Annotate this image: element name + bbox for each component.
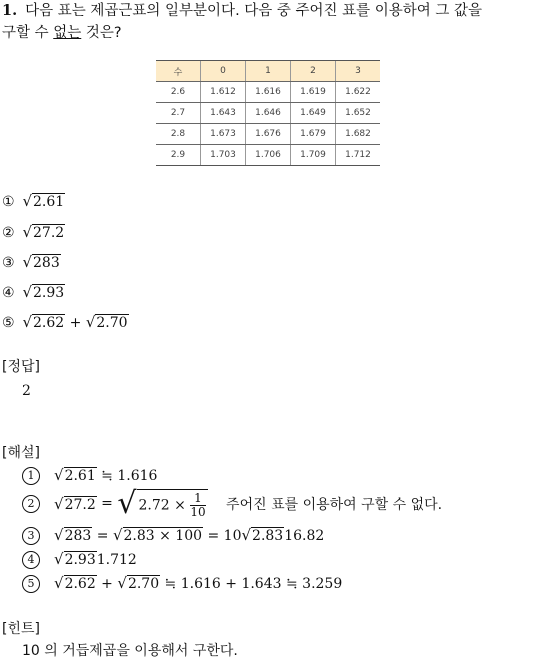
step-number: 1 (22, 467, 40, 485)
table-cell: 1.643 (201, 103, 246, 124)
sqrt-expression: √2.62 (54, 574, 96, 592)
sqrt-expression: √2.93 (54, 550, 96, 568)
table-cell: 2.9 (156, 145, 201, 166)
sqrt-expression: √2.70 (85, 313, 128, 331)
table-header: 0 (201, 61, 246, 82)
sqrt-fraction-expression: √ 2.72 × $\frac{1}{10}$ (117, 486, 206, 521)
step-number: 5 (22, 575, 40, 593)
sqrt-expression: √27.2 (54, 494, 96, 513)
table-row (156, 82, 380, 103)
table-cell: 1.619 (291, 82, 336, 103)
hint-label: [힌트] (2, 621, 40, 637)
plus-sign: + (96, 576, 118, 592)
sqrt-expression: √283 (22, 253, 60, 271)
option-marker: ② (2, 225, 15, 241)
fraction-denominator: 10 (190, 504, 206, 519)
question-text-2a: 구할 수 (2, 25, 54, 41)
hint-text: 10 의 거듭제곱을 이용해서 구한다. (22, 643, 238, 659)
radicand: 2.83 × 100 (123, 528, 203, 544)
table-cell: 2.7 (156, 103, 201, 124)
solution-step-3 (22, 526, 324, 545)
solution-step-1 (22, 466, 157, 485)
table-cell: 1.646 (246, 103, 291, 124)
sqrt-expression: √2.61 (22, 192, 65, 210)
sqrt-expression: √2.62 (22, 313, 65, 331)
step-note: 주어진 표를 이용하여 구할 수 없다. (226, 496, 443, 513)
fraction (190, 492, 205, 519)
radicand: 2.93 (64, 552, 96, 568)
radicand: 2.70 (127, 576, 160, 592)
equals-sign: = (96, 495, 118, 512)
table-cell: 1.649 (291, 103, 336, 124)
radicand: 2.93 (33, 285, 65, 301)
table-header: 3 (336, 61, 381, 82)
equals-sign: = (92, 528, 113, 544)
option-marker: ① (2, 194, 15, 210)
radicand: 2.61 (33, 194, 65, 210)
step-number: 4 (22, 551, 40, 569)
question-line-1 (2, 0, 482, 22)
sqrt-expression: √283 (54, 526, 92, 544)
question-text-2b: 것은? (81, 25, 122, 41)
table-header-row (156, 61, 380, 82)
option-marker: ⑤ (2, 315, 15, 331)
table-cell: 1.706 (246, 145, 291, 166)
radicand: 27.2 (64, 496, 96, 513)
table-row (156, 145, 380, 166)
table-cell: 2.6 (156, 82, 201, 103)
radicand-product: 2.72 × (138, 497, 191, 513)
table-cell: 1.679 (291, 124, 336, 145)
radicand: 2.70 (96, 315, 128, 331)
radicand: 2.61 (64, 468, 96, 484)
radicand: 2.62 (33, 315, 65, 331)
sqrt-expression: √2.61 (54, 466, 96, 484)
step-number: 3 (22, 527, 40, 545)
option-2[interactable] (2, 223, 65, 241)
sqrt-expression: √2.83 × 100 (112, 526, 203, 544)
table-cell: 2.8 (156, 124, 201, 145)
table-header: 수 (156, 61, 201, 82)
answer-value: 2 (22, 383, 31, 399)
option-3[interactable] (2, 253, 61, 271)
table-cell: 1.616 (246, 82, 291, 103)
table-cell: 1.709 (291, 145, 336, 166)
option-marker: ③ (2, 255, 15, 271)
solution-label: [해설] (2, 445, 40, 461)
table-cell: 1.622 (336, 82, 381, 103)
step-result: 1.712 (96, 552, 137, 568)
radicand: 27.2 (33, 225, 65, 241)
question-line-2 (2, 22, 122, 44)
radicand: 2.62 (64, 576, 96, 592)
sqrt-expression: √2.70 (117, 574, 160, 592)
table-cell: 1.673 (201, 124, 246, 145)
radicand: 283 (33, 255, 60, 271)
radicand: 283 (64, 528, 92, 544)
table-cell: 1.676 (246, 124, 291, 145)
table-cell: 1.612 (201, 82, 246, 103)
sqrt-expression: √27.2 (22, 223, 65, 241)
option-5[interactable] (2, 313, 129, 331)
table-header: 2 (291, 61, 336, 82)
table-cell: 1.712 (336, 145, 381, 166)
question-number: 1. (2, 2, 18, 19)
sqrt-expression: √2.83 (241, 526, 284, 544)
step-result: ≒ 1.616 + 1.643 ≒ 3.259 (160, 576, 343, 592)
option-1[interactable] (2, 192, 65, 210)
table-cell: 1.652 (336, 103, 381, 124)
square-root-table (156, 60, 380, 166)
table-cell: 1.682 (336, 124, 381, 145)
step-result: 16.82 (284, 528, 325, 544)
solution-step-5 (22, 574, 342, 593)
answer-label: [정답] (2, 359, 40, 375)
solution-step-4 (22, 550, 137, 569)
plus-sign: + (69, 315, 82, 331)
question-text-1: 다음 표는 제곱근표의 일부분이다. 다음 중 주어진 표를 이용하여 그 값을 (25, 3, 483, 19)
option-marker: ④ (2, 285, 15, 301)
table-row (156, 103, 380, 124)
table-header: 1 (246, 61, 291, 82)
radicand: 2.83 (252, 528, 284, 544)
table-row (156, 124, 380, 145)
sqrt-expression: √2.93 (22, 283, 65, 301)
solution-step-2 (22, 486, 442, 521)
fraction-numerator: 1 (190, 492, 205, 506)
coefficient: = 10 (203, 528, 242, 544)
option-4[interactable] (2, 283, 65, 301)
table-cell: 1.703 (201, 145, 246, 166)
step-result: ≒ 1.616 (96, 468, 158, 484)
question-underlined-word: 없는 (53, 25, 82, 41)
step-number: 2 (22, 495, 40, 513)
